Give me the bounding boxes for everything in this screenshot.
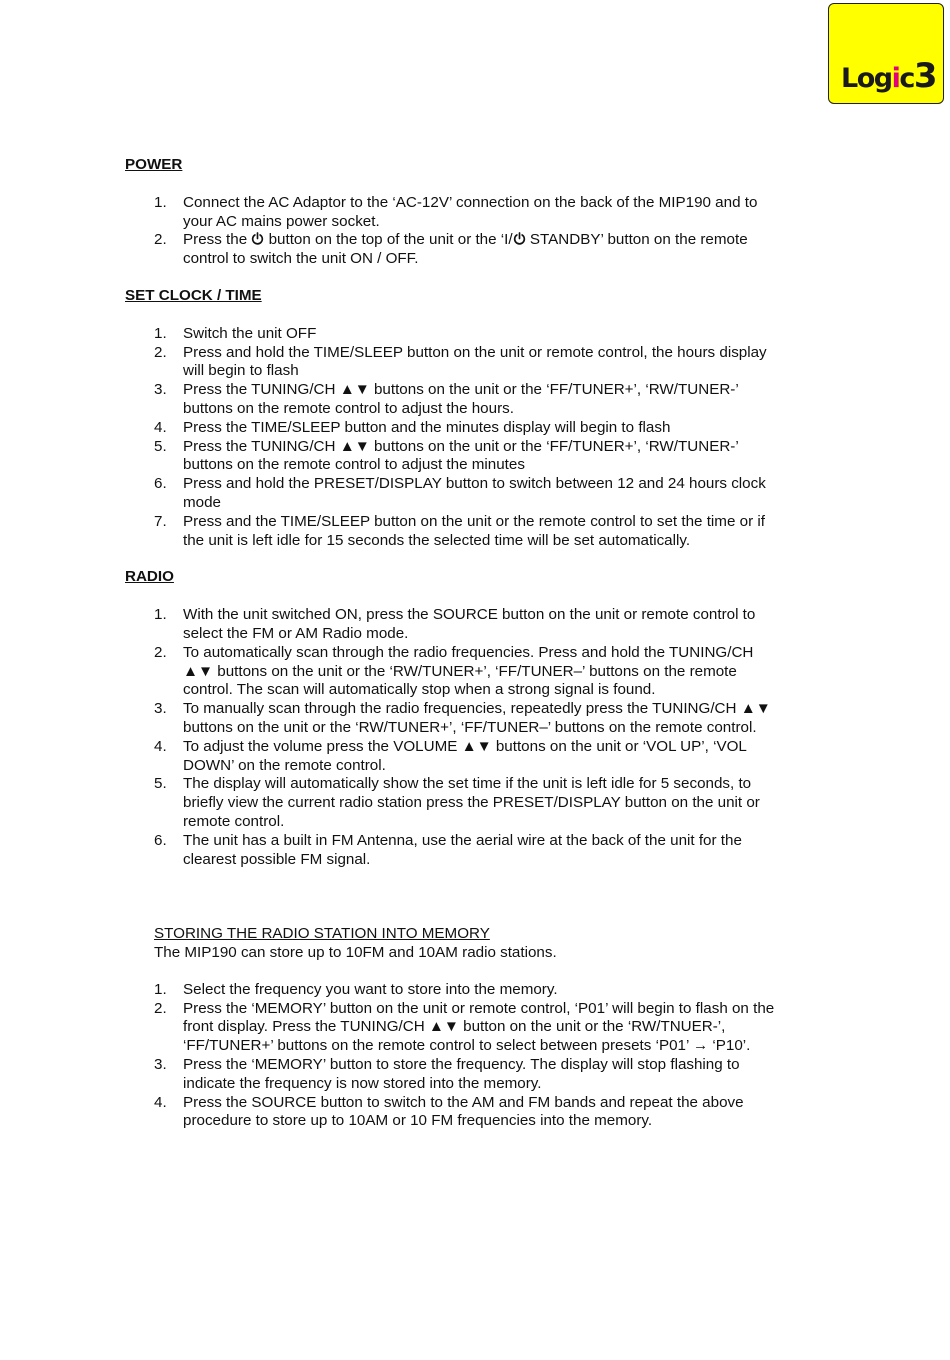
list-item: 1. Select the frequency you want to store into the memory. [154, 980, 558, 998]
list-item: 6. The unit has a built in FM Antenna, use the aerial wire at the back of the unit for the clearest possible FM signal. [154, 831, 742, 868]
list-item: 5. The display will automatically show the set time if the unit is left idle for 5 seconds, to briefly view the current radio station press the PRESET/DISPLAY button on the unit or remote control. [154, 775, 760, 830]
list-item: 4. Press the SOURCE button to switch to the AM and FM bands and repeat the above procedure to store up to 10AM or 10 FM frequencies into the memory. [154, 1093, 744, 1130]
power-heading: POWER [125, 156, 183, 173]
list-item: 2. Press the ‘MEMORY’ button on the unit or remote control, ‘P01’ will begin to flash on the front display. Press the TUNING/CH ▲▼ button on the unit or the ‘RW/TNUER-’, ‘FF/TUNER+’ buttons on the remote control to select between presets ‘P01’ → ‘P10’. [154, 999, 775, 1055]
list-item: 2. Press the button on the top of the unit or the ‘I/ STANDBY’ button on the remote control to switch the unit ON / OFF. [154, 231, 748, 268]
logo-text: Logic3 [841, 56, 938, 96]
list-item: 1. Switch the unit OFF [154, 324, 317, 342]
list-item: 2. Press and hold the TIME/SLEEP button on the unit or remote control, the hours display will begin to flash [154, 343, 767, 380]
memory-list [125, 981, 830, 1131]
radio-list [125, 606, 830, 869]
set-clock-heading: SET CLOCK / TIME [125, 286, 262, 304]
clock-list [125, 325, 830, 551]
list-item: 3. Press the ‘MEMORY’ button to store the frequency. The display will stop flashing to indicate the frequency is now stored into the memory. [154, 1056, 740, 1092]
list-item: 6. Press and hold the PRESET/DISPLAY button to switch between 12 and 24 hours clock mode [154, 475, 766, 511]
radio-heading: RADIO [125, 568, 174, 586]
list-item: 1. With the unit switched ON, press the SOURCE button on the unit or remote control to select the FM or AM Radio mode. [154, 606, 756, 642]
list-item: 3. To manually scan through the radio frequencies, repeatedly press the TUNING/CH ▲▼ buttons on the unit or the ‘RW/TUNER+’, ‘FF/TUNER–’ buttons on the remote control. [154, 700, 771, 736]
memory-intro: The MIP190 can store up to 10FM and 10AM radio stations. [154, 944, 557, 962]
memory-heading: STORING THE RADIO STATION INTO MEMORY [154, 925, 490, 943]
list-item: 4. Press the TIME/SLEEP button and the minutes display will begin to flash [154, 418, 671, 436]
list-item: 7. Press and the TIME/SLEEP button on the unit or the remote control to set the time or if the unit is left idle for 15 seconds the selected time will be set automatically. [154, 512, 765, 549]
manual-content [125, 156, 830, 1131]
list-item: 3. Press the TUNING/CH ▲▼ buttons on the unit or the ‘FF/TUNER+’, ‘RW/TUNER-’ buttons on the remote control to adjust the hours. [154, 381, 739, 417]
list-item: 4. To adjust the volume press the VOLUME ▲▼ buttons on the unit or ‘VOL UP’, ‘VOL DOWN’ on the remote control. [154, 737, 747, 774]
logic3-logo [828, 3, 944, 104]
list-item: 1. Connect the AC Adaptor to the ‘AC-12V’ connection on the back of the MIP190 and to your AC mains power socket. [154, 193, 758, 230]
list-item: 2. To automatically scan through the radio frequencies. Press and hold the TUNING/CH ▲▼ buttons on the unit or the ‘RW/TUNER+’, ‘FF/TUNER–’ buttons on the remote control. The scan will automatically stop when a strong signal is found. [154, 643, 754, 699]
power-icon [251, 232, 264, 245]
power-icon [513, 232, 526, 245]
power-list [125, 194, 830, 269]
list-item: 5. Press the TUNING/CH ▲▼ buttons on the unit or the ‘FF/TUNER+’, ‘RW/TUNER-’ buttons on the remote control to adjust the minutes [154, 437, 739, 474]
